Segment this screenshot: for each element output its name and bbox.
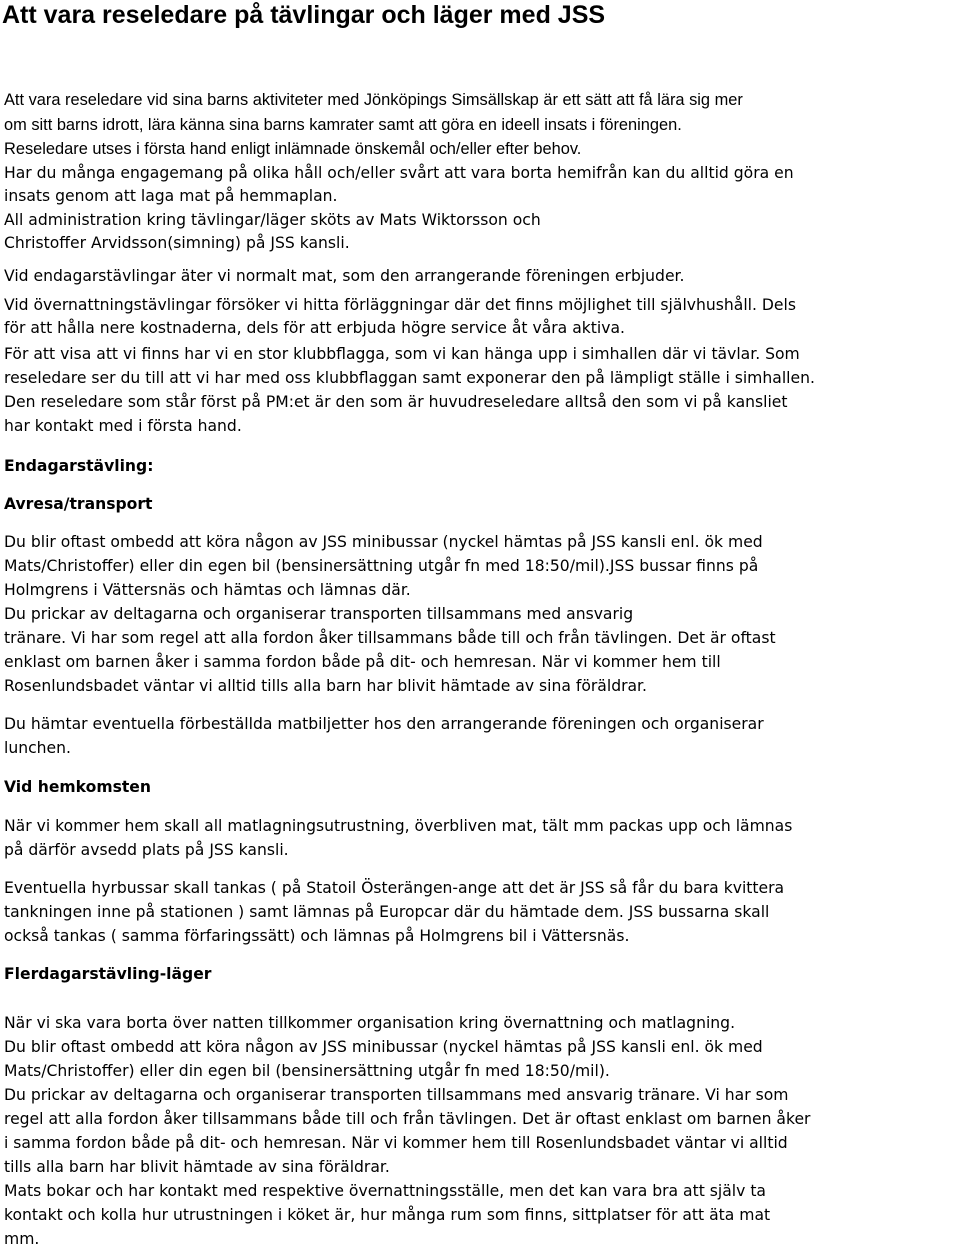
intro-line: om sitt barns idrott, lära känna sina barns kamrater samt att göra en ideell insats i föreningen. [4,116,682,134]
body-line: Vid övernattningstävlingar försöker vi hitta förläggningar där det finns möjlighet till självhushåll. Dels [4,296,796,314]
intro-line: Att vara reseledare vid sina barns aktiviteter med Jönköpings Simsällskap är ett sätt att få lära sig mer [4,91,743,109]
body-line: Christoffer Arvidsson(simning) på JSS kansli. [4,234,350,252]
body-line: För att visa att vi finns har vi en stor klubbflagga, som vi kan hänga upp i simhallen där vi tävlar. Som [4,345,800,363]
body-line: på därför avsedd plats på JSS kansli. [4,841,289,859]
body-line: Du prickar av deltagarna och organiserar transporten tillsammans med ansvarig tränare. Vi har som [4,1086,789,1104]
body-line: När vi ska vara borta över natten tillkommer organisation kring övernattning och matlagning. [4,1014,736,1032]
body-line: Mats/Christoffer) eller din egen bil (bensinersättning utgår fn med 18:50/mil).JSS bussar finns på [4,557,759,575]
body-line: Mats bokar och har kontakt med respektive övernattningsställe, men det kan vara bra att själv ta [4,1182,766,1200]
subheading-avresa-transport: Avresa/transport [4,495,153,513]
body-line: regel att alla fordon åker tillsammans både till och från tävlingen. Det är oftast enklast om barnen åker [4,1110,811,1128]
intro-line: Reseledare utses i första hand enligt inlämnade önskemål och/eller efter behov. [4,140,582,158]
body-line: också tankas ( samma förfaringssätt) och lämnas på Holmgrens bil i Vättersnäs. [4,927,630,945]
body-line: Har du många engagemang på olika håll och/eller svårt att vara borta hemifrån kan du alltid göra en [4,164,794,182]
body-line: har kontakt med i första hand. [4,417,242,435]
page-title: Att vara reseledare på tävlingar och läger med JSS [2,1,606,29]
body-line: insats genom att laga mat på hemmaplan. [4,187,338,205]
body-line: Eventuella hyrbussar skall tankas ( på Statoil Österängen-ange att det är JSS så får du bara kvittera [4,879,785,897]
body-line: Mats/Christoffer) eller din egen bil (bensinersättning utgår fn med 18:50/mil). [4,1062,610,1080]
body-line: Du prickar av deltagarna och organiserar transporten tillsammans med ansvarig [4,605,634,623]
body-line: tränare. Vi har som regel att alla fordon åker tillsammans både till och från tävlingen. Det är oftast [4,629,776,647]
body-line: kontakt och kolla hur utrustningen i köket är, hur många rum som finns, sittplatser för att äta mat [4,1206,771,1224]
body-line: mm. [4,1230,40,1248]
body-line: Du blir oftast ombedd att köra någon av JSS minibussar (nyckel hämtas på JSS kansli enl. ök med [4,1038,763,1056]
body-line: i samma fordon både på dit- och hemresan. När vi kommer hem till Rosenlundsbadet väntar vi alltid [4,1134,788,1152]
subheading-vid-hemkomsten: Vid hemkomsten [4,778,151,796]
body-line: reseledare ser du till att vi har med oss klubbflaggan samt exponerar den på lämpligt ställe i simhallen. [4,369,815,387]
body-line: Du hämtar eventuella förbeställda matbiljetter hos den arrangerande föreningen och organiserar [4,715,764,733]
body-line: för att hålla nere kostnaderna, dels för att erbjuda högre service åt våra aktiva. [4,319,625,337]
body-line: All administration kring tävlingar/läger sköts av Mats Wiktorsson och [4,211,541,229]
body-line: tills alla barn har blivit hämtade av sina föräldrar. [4,1158,390,1176]
section-heading-endagarstavling: Endagarstävling: [4,457,154,475]
body-line: Holmgrens i Vättersnäs och hämtas och lämnas där. [4,581,411,599]
body-line: Den reseledare som står först på PM:et är den som är huvudreseledare alltså den som vi på kansliet [4,393,788,411]
body-line: Du blir oftast ombedd att köra någon av JSS minibussar (nyckel hämtas på JSS kansli enl. ök med [4,533,763,551]
body-line: Vid endagarstävlingar äter vi normalt mat, som den arrangerande föreningen erbjuder. [4,267,685,285]
body-line: lunchen. [4,739,71,757]
body-line: Rosenlundsbadet väntar vi alltid tills alla barn har blivit hämtade av sina föräldrar. [4,677,647,695]
section-heading-flerdagarstavling: Flerdagarstävling-läger [4,965,212,983]
body-line: tankningen inne på stationen ) samt lämnas på Europcar där du hämtade dem. JSS bussarna skall [4,903,770,921]
body-line: enklast om barnen åker i samma fordon både på dit- och hemresan. När vi kommer hem till [4,653,721,671]
body-line: När vi kommer hem skall all matlagningsutrustning, överbliven mat, tält mm packas upp och lämnas [4,817,793,835]
